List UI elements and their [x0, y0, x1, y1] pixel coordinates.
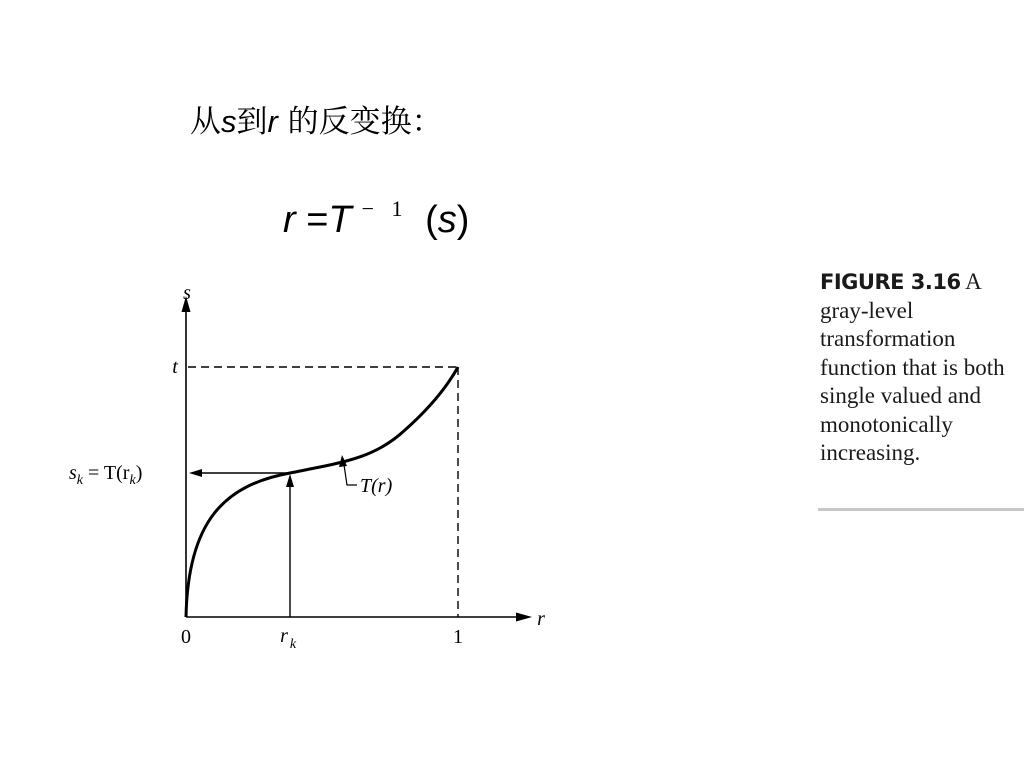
sk-label — [69, 462, 142, 488]
heading-suffix: 的反变换： — [277, 104, 443, 140]
figure-caption — [820, 268, 1024, 468]
x-axis-label: r — [537, 608, 545, 630]
heading-middle: 到 — [236, 104, 268, 140]
figure-caption-text: A gray-level transformation function that is both single valued and monotonically increasing. — [820, 269, 1005, 465]
x-axis-arrowhead — [516, 613, 532, 622]
rk-arrowhead — [286, 474, 294, 487]
y-tick-t: t — [172, 356, 178, 378]
y-axis-label: s — [183, 282, 191, 304]
sk-label-s: s — [69, 462, 77, 484]
x-tick-origin: 0 — [181, 626, 191, 648]
transformation-curve — [186, 367, 458, 617]
figure-caption-label: FIGURE 3.16 — [820, 270, 961, 294]
x-tick-rk-subscript: k — [289, 637, 297, 652]
formula-exponent: − 1 — [361, 196, 409, 221]
sk-label-subscript-2: k — [129, 473, 136, 488]
formula-arg: s — [437, 199, 457, 241]
formula-equals: = — [295, 199, 329, 241]
formula-close: ) — [456, 199, 470, 241]
sk-arrowhead — [189, 469, 202, 477]
formula-open: ( — [414, 199, 438, 241]
heading-var-s: s — [221, 104, 237, 139]
sk-label-close: ) — [135, 462, 143, 484]
curve-label: T(r) — [360, 475, 393, 497]
formula-lhs: r — [283, 199, 296, 241]
caption-divider — [818, 508, 1024, 511]
heading-prefix: 从 — [190, 104, 221, 140]
sk-label-equals: = T(r — [83, 462, 130, 484]
heading-var-r: r — [267, 104, 278, 139]
x-tick-one: 1 — [453, 626, 463, 648]
formula-func: T — [328, 199, 352, 241]
sk-label-subscript: k — [76, 473, 84, 488]
x-tick-rk: r — [280, 625, 288, 647]
